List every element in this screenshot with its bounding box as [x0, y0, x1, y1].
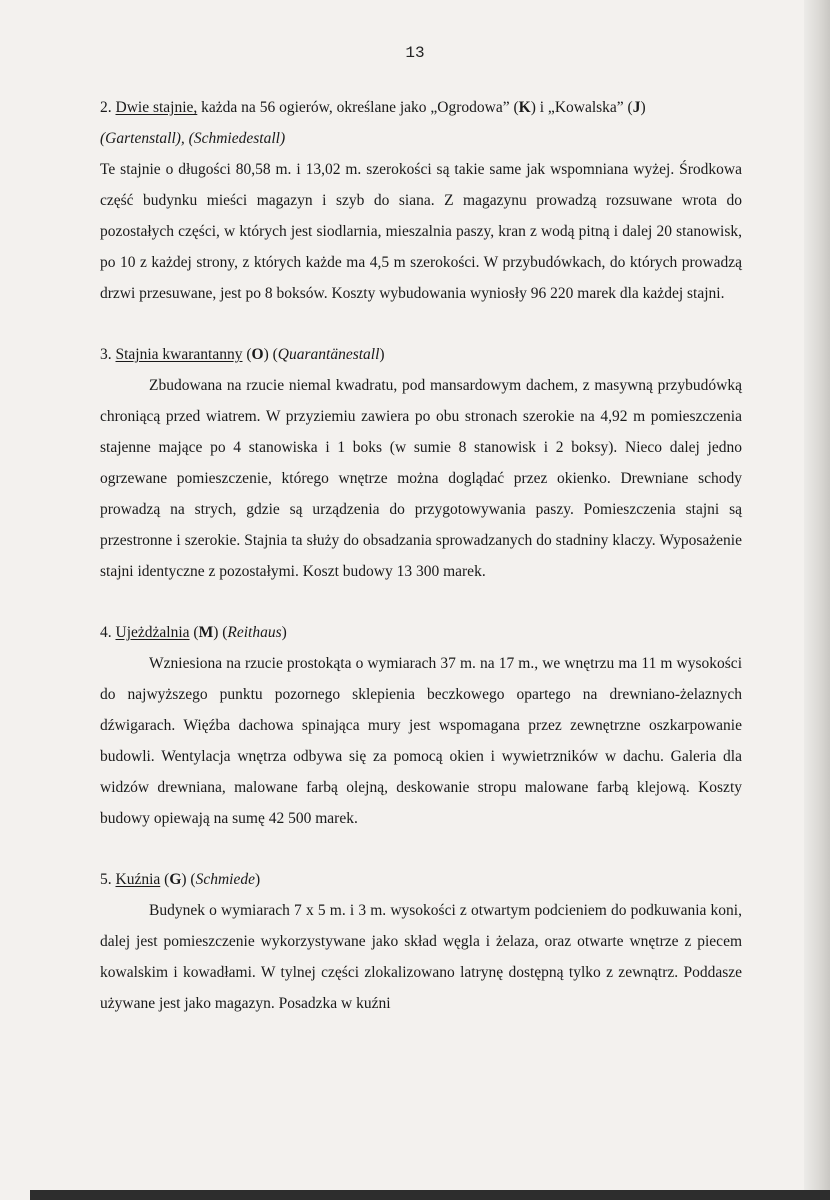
- section-number: 2.: [100, 99, 112, 116]
- building-code: K: [518, 99, 531, 116]
- heading-text: ) i „Kowalska” (: [530, 99, 633, 116]
- building-code: M: [198, 624, 214, 641]
- page-number: 13: [405, 44, 425, 62]
- german-name: (Gartenstall), (Schmiedestall): [100, 130, 286, 147]
- german-name: Quarantänestall: [277, 346, 380, 363]
- section-number: 3.: [100, 346, 112, 363]
- page-edge-shadow: [804, 0, 830, 1200]
- section-ujezdzalnia: [100, 617, 742, 834]
- heading-text: każda na 56 ogierów, określane jako „Ogrodowa” (: [197, 99, 519, 116]
- building-code: O: [251, 346, 264, 363]
- section-kuznia: [100, 864, 742, 1019]
- building-code: J: [632, 99, 641, 116]
- section-heading: [100, 92, 742, 123]
- section-title: Ujeżdżalnia: [115, 624, 190, 641]
- section-heading: 5. Kuźnia (G) (Schmiede): [100, 871, 261, 888]
- section-stajnia-kwarantanny: [100, 339, 742, 587]
- section-heading: 3. Stajnia kwarantanny (O) (Quarantänestall): [100, 346, 385, 363]
- scan-border-gap: [0, 1190, 30, 1200]
- scan-border: [30, 1190, 830, 1200]
- section-dwie-stajnie: [100, 92, 742, 309]
- german-names: [100, 123, 742, 154]
- section-number: 4.: [100, 624, 112, 641]
- section-title: Kuźnia: [115, 871, 161, 888]
- document-body: [100, 92, 742, 1019]
- building-code: G: [169, 871, 182, 888]
- heading-text: ): [640, 99, 646, 116]
- section-number: 5.: [100, 871, 112, 888]
- german-name: Schmiede: [195, 871, 255, 888]
- german-name: Reithaus: [227, 624, 282, 641]
- section-paragraph: Te stajnie o długości 80,58 m. i 13,02 m. szerokości są takie same jak wspomniana wyżej. Środkowa część budynku mieści magazyn i szyb do siana. Z magazynu prowadzą rozsuwane wrota do pozostałych części, w których jest siodlarnia, mieszalnia paszy, kran z wodą pitną i dalej 20 stanowisk, po 10 z każdej strony, z których każde ma 4,5 m szerokości. W przybudówkach, do których prowadzą drzwi przesuwane, jest po 8 boksów. Koszty wybudowania wyniosły 96 220 marek dla każdej stajni.: [100, 161, 742, 302]
- section-paragraph: Wzniesiona na rzucie prostokąta o wymiarach 37 m. na 17 m., we wnętrzu ma 11 m wysokości do najwyższego punktu pozornego sklepienia beczkowego opartego na drewniano-żelaznych dźwigarach. Więźba dachowa spinająca mury jest wspomagana przez zewnętrzne oszkarpowanie budowli. Wentylacja wnętrza odbywa się za pomocą okien i wywietrzników w dachu. Galeria dla widzów drewniana, malowane farbą olejną, deskowanie stropu malowane farbą klejową. Koszty budowy opiewają na sumę 42 500 marek.: [100, 655, 742, 827]
- section-title: Dwie stajnie,: [115, 99, 198, 116]
- section-paragraph: Zbudowana na rzucie niemal kwadratu, pod mansardowym dachem, z masywną przybudówką chroniącą przed wiatrem. W przyziemiu zawiera po obu stronach szerokie na 4,92 m pomieszczenia stajenne mające po 4 stanowiska i 1 boks (w sumie 8 stanowisk i 2 boksy). Nieco dalej jedno ogrzewane pomieszczenie, którego wnętrze można doglądać przez okienko. Drewniane schody prowadzą na strych, gdzie są urządzenia do przygotowywania paszy. Pomieszczenia stajni są przestronne i szerokie. Stajnia ta służy do obsadzania sprowadzanych do stadniny klaczy. Wyposażenie stajni identyczne z pozostałymi. Koszt budowy 13 300 marek.: [100, 377, 742, 580]
- section-paragraph: Budynek o wymiarach 7 x 5 m. i 3 m. wysokości z otwartym podcieniem do podkuwania koni, dalej jest pomieszczenie wykorzystywane jako skład węgla i żelaza, oraz otwarte wnętrze z piecem kowalskim i kowadłami. W tylnej części zlokalizowano latrynę dostępną tylko z zewnątrz. Poddasze używane jest jako magazyn. Posadzka w kuźni: [100, 902, 742, 1012]
- section-title: Stajnia kwarantanny: [115, 346, 243, 363]
- section-heading: 4. Ujeżdżalnia (M) (Reithaus): [100, 624, 287, 641]
